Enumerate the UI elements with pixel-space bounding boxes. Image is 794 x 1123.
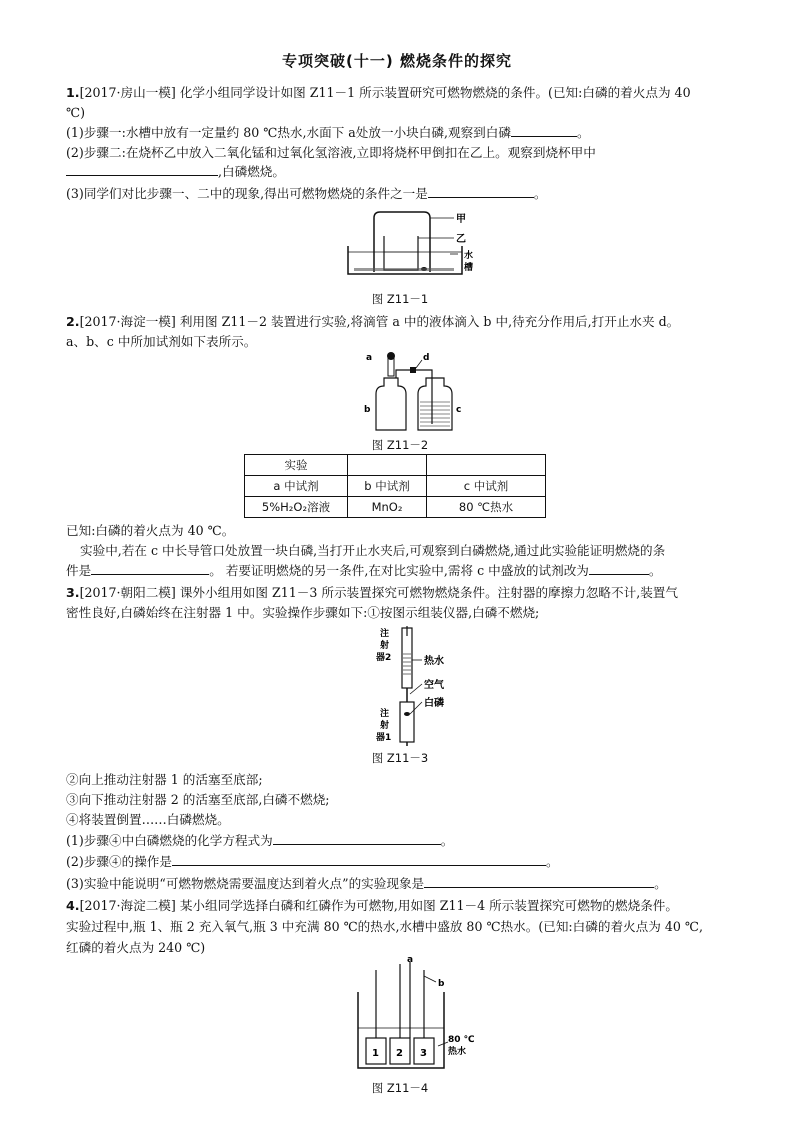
- q3-sub2-text: (2)步骤④的操作是: [66, 854, 172, 869]
- q1-line2: ℃): [66, 105, 86, 120]
- q1-step3: [66, 185, 546, 203]
- table-cell: 80 ℃热水: [427, 497, 546, 518]
- q1-step2b: [66, 163, 285, 181]
- page-title: 专项突破(十一) 燃烧条件的探究: [282, 52, 512, 70]
- label-hot-water: 热水: [448, 1047, 467, 1057]
- q4-line2: 实验过程中,瓶 1、瓶 2 充入氧气,瓶 3 中充满 80 ℃的热水,水槽中盛放 80 ℃热水。(已知:白磷的着火点为 40 ℃,: [66, 919, 703, 934]
- figure-z11-4: [352, 956, 482, 1076]
- q1-step2b-text: ,白磷燃烧。: [218, 164, 285, 179]
- q1-step1-text: (1)步骤一:水槽中放有一定量约 80 ℃热水,水面下 a处放一小块白磷,观察到白磷: [66, 125, 511, 140]
- q4-text: [2017·海淀二模] 某小组同学选择白磷和红磷作为可燃物,用如图 Z11－4 所示装置探究可燃物的燃烧条件。: [79, 898, 678, 913]
- reagent-table: [244, 454, 546, 518]
- figure-z11-2: [360, 350, 470, 434]
- q3-sub3: [66, 875, 667, 893]
- answer-blank[interactable]: [428, 185, 534, 198]
- q2-line1: [66, 313, 679, 331]
- table-cell: MnO₂: [348, 497, 427, 518]
- q1-step1-end: 。: [576, 125, 590, 140]
- q2-para1: 实验中,若在 c 中长导管口处放置一块白磷,当打开止水夹后,可观察到白磷燃烧,通过此实验能证明燃烧的条: [80, 543, 666, 558]
- q1-step1: [66, 124, 590, 142]
- answer-blank[interactable]: [424, 875, 654, 888]
- caption-z11-3: 图 Z11－3: [371, 751, 429, 765]
- label-b: b: [364, 405, 371, 415]
- label-syringe1-2: 射: [380, 721, 390, 731]
- label-air: 空气: [424, 680, 444, 691]
- q2-line2: a、b、c 中所加试剂如下表所示。: [66, 334, 257, 349]
- label-syringe2-2: 射: [380, 641, 390, 651]
- label-bottle-2: 2: [396, 1048, 403, 1059]
- table-cell: [348, 455, 427, 476]
- q3-sub2-end: 。: [546, 854, 559, 869]
- table-header-cell: c 中试剂: [427, 476, 546, 497]
- label-bottle-3: 3: [420, 1048, 427, 1059]
- label-white-phosphorus: 白磷: [424, 698, 444, 709]
- label-syringe2-1: 注: [380, 629, 390, 639]
- answer-blank[interactable]: [172, 853, 546, 866]
- label-a: a: [407, 956, 414, 965]
- label-a: a: [366, 353, 373, 363]
- q1-number: 1.: [66, 85, 80, 100]
- table-row: [245, 497, 546, 518]
- answer-blank[interactable]: [511, 124, 577, 137]
- q3-sub3-end: 。: [654, 876, 667, 891]
- caption-z11-4: 图 Z11－4: [371, 1081, 429, 1095]
- q2-known: 已知:白磷的着火点为 40 ℃。: [66, 523, 235, 538]
- q3-line2: 密性良好,白磷始终在注射器 1 中。实验操作步骤如下:①按图示组装仪器,白磷不燃烧;: [66, 605, 540, 620]
- figure-z11-3: [362, 626, 462, 746]
- q3-sub1: [66, 832, 453, 850]
- q1-step3-text: (3)同学们对比步骤一、二中的现象,得出可燃物燃烧的条件之一是: [66, 186, 428, 201]
- q1-step2a: (2)步骤二:在烧杯乙中放入二氧化锰和过氧化氢溶液,立即将烧杯甲倒扣在乙上。观察到烧杯甲中: [66, 145, 596, 160]
- q1-line1: [66, 84, 691, 102]
- caption-z11-2: 图 Z11－2: [371, 438, 429, 452]
- q3-sub1-end: 。: [440, 833, 454, 848]
- label-yi: 乙: [456, 234, 466, 245]
- label-water1: 水: [464, 251, 474, 261]
- table-row: [245, 455, 546, 476]
- label-syringe1-1: 注: [380, 709, 390, 719]
- q1-step3-end: 。: [533, 186, 547, 201]
- label-d: d: [423, 353, 430, 363]
- answer-blank[interactable]: [66, 163, 218, 176]
- q4-line1: [66, 897, 678, 915]
- q2-para2-c: 。: [648, 563, 662, 578]
- q3-step3: ③向下推动注射器 2 的活塞至底部,白磷不燃烧;: [66, 792, 330, 807]
- q2-para2-a: 件是: [66, 563, 92, 578]
- caption-z11-1: 图 Z11－1: [371, 292, 429, 306]
- label-water2: 槽: [464, 263, 474, 273]
- label-c: c: [456, 405, 462, 415]
- q3-text: [2017·朝阳二模] 课外小组用如图 Z11－3 所示装置探究可燃物燃烧条件。注射器的摩擦力忽略不计,装置气: [79, 585, 678, 600]
- answer-blank[interactable]: [589, 562, 649, 575]
- q3-sub1-text: (1)步骤④中白磷燃烧的化学方程式为: [66, 833, 273, 848]
- label-temp: 80 ℃: [448, 1035, 475, 1045]
- q2-para2: [66, 562, 661, 580]
- q4-number: 4.: [66, 898, 80, 913]
- q2-text: [2017·海淀一模] 利用图 Z11－2 装置进行实验,将滴管 a 中的液体滴入 b 中,待充分作用后,打开止水夹 d。: [79, 314, 680, 329]
- label-syringe1-3: 器1: [376, 733, 392, 743]
- q3-number: 3.: [66, 585, 80, 600]
- label-syringe2-3: 器2: [376, 653, 392, 663]
- table-row: [245, 476, 546, 497]
- table-header-cell: 实验: [245, 455, 348, 476]
- answer-blank[interactable]: [91, 562, 209, 575]
- table-header-cell: a 中试剂: [245, 476, 348, 497]
- q1-text: [2017·房山一模] 化学小组同学设计如图 Z11－1 所示装置研究可燃物燃烧的条件。(已知:白磷的着火点为 40: [79, 85, 691, 100]
- q3-sub2: [66, 853, 559, 871]
- q3-sub3-text: (3)实验中能说明“可燃物燃烧需要温度达到着火点”的实验现象是: [66, 876, 425, 891]
- table-cell: 5%H₂O₂溶液: [245, 497, 348, 518]
- label-jia: 甲: [456, 214, 466, 225]
- q2-para2-b: 。 若要证明燃烧的另一条件,在对比实验中,需将 c 中盛放的试剂改为: [209, 563, 589, 578]
- q2-number: 2.: [66, 314, 80, 329]
- q4-line3: 红磷的着火点为 240 ℃): [66, 940, 206, 955]
- label-hot-water: 热水: [424, 656, 444, 667]
- q3-step4: ④将装置倒置……白磷燃烧。: [66, 812, 230, 827]
- q3-step2: ②向上推动注射器 1 的活塞至底部;: [66, 772, 263, 787]
- q3-line1: [66, 584, 678, 602]
- answer-blank[interactable]: [273, 832, 441, 845]
- label-b: b: [438, 979, 445, 989]
- figure-z11-1: [340, 208, 480, 280]
- table-cell: [427, 455, 546, 476]
- label-bottle-1: 1: [372, 1048, 379, 1059]
- table-header-cell: b 中试剂: [348, 476, 427, 497]
